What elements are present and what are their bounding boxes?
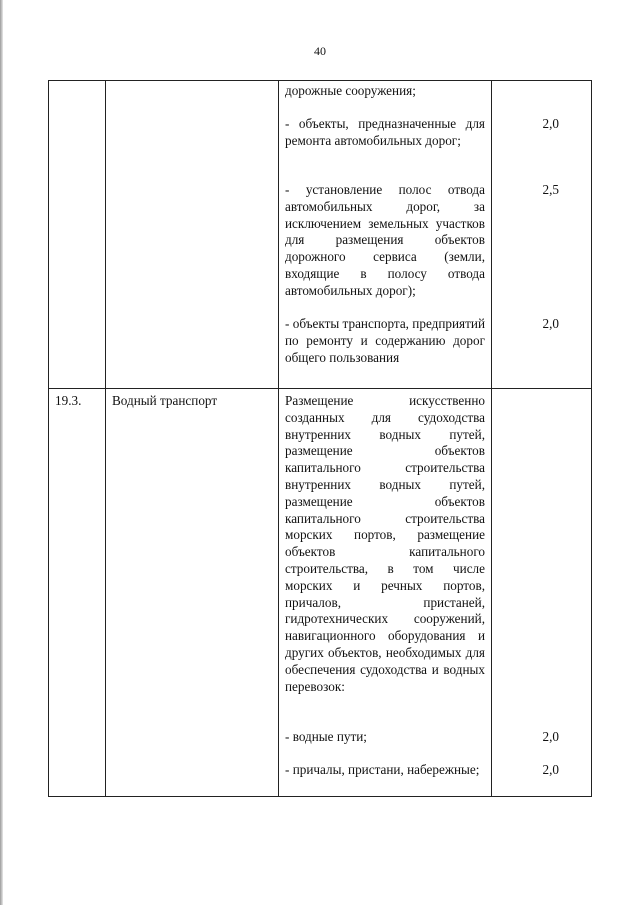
row-number-cell bbox=[49, 81, 106, 389]
value-cell bbox=[492, 81, 592, 389]
row-name-cell: Водный транспорт bbox=[106, 389, 279, 797]
coefficient-value: 2,0 bbox=[542, 316, 559, 331]
table-row bbox=[49, 389, 592, 797]
coefficient-value: 2,0 bbox=[542, 116, 559, 131]
page-number: 40 bbox=[314, 44, 326, 58]
coefficient-value: 2,0 bbox=[542, 729, 559, 744]
description-item: Размещение искусственно созданных для судоходства внутренних водных путей, размещение объектов капитального строительства внутренних водных путей, размещение объектов капитального строительства морских портов, размещение объектов капитального строительства, в том числе морских и речных портов, причалов, пристаней, гидротехнических сооружений, навигационного оборудования и других объектов, необходимых для обеспечения судоходства и водных перевозок: bbox=[285, 393, 485, 694]
coefficient-value: 2,0 bbox=[542, 762, 559, 777]
coefficient-value bbox=[492, 391, 591, 713]
land-use-table bbox=[48, 80, 592, 797]
row-number-cell: 19.3. bbox=[49, 389, 106, 797]
description-item: - объекты транспорта, предприятий по ремонту и содержанию дорог общего пользования bbox=[285, 316, 485, 365]
description-item: - установление полос отвода автомобильных дорог, за исключением земельных участков для размещения объектов дорожного сервиса (земли, входящие в полосу отвода автомобильных дорог); bbox=[285, 182, 485, 298]
table-row bbox=[49, 81, 592, 389]
value-cell bbox=[492, 389, 592, 797]
coefficient-value: 2,5 bbox=[542, 182, 559, 197]
row-name-cell bbox=[106, 81, 279, 389]
description-cell bbox=[279, 389, 492, 797]
scan-edge bbox=[0, 0, 3, 905]
description-cell bbox=[279, 81, 492, 389]
description-item: - водные пути; bbox=[285, 729, 367, 744]
coefficient-value bbox=[492, 83, 591, 100]
description-item: - причалы, пристани, набережные; bbox=[285, 762, 480, 777]
description-item: - объекты, предназначенные для ремонта автомобильных дорог; bbox=[285, 116, 485, 148]
description-item: дорожные сооружения; bbox=[285, 83, 416, 98]
